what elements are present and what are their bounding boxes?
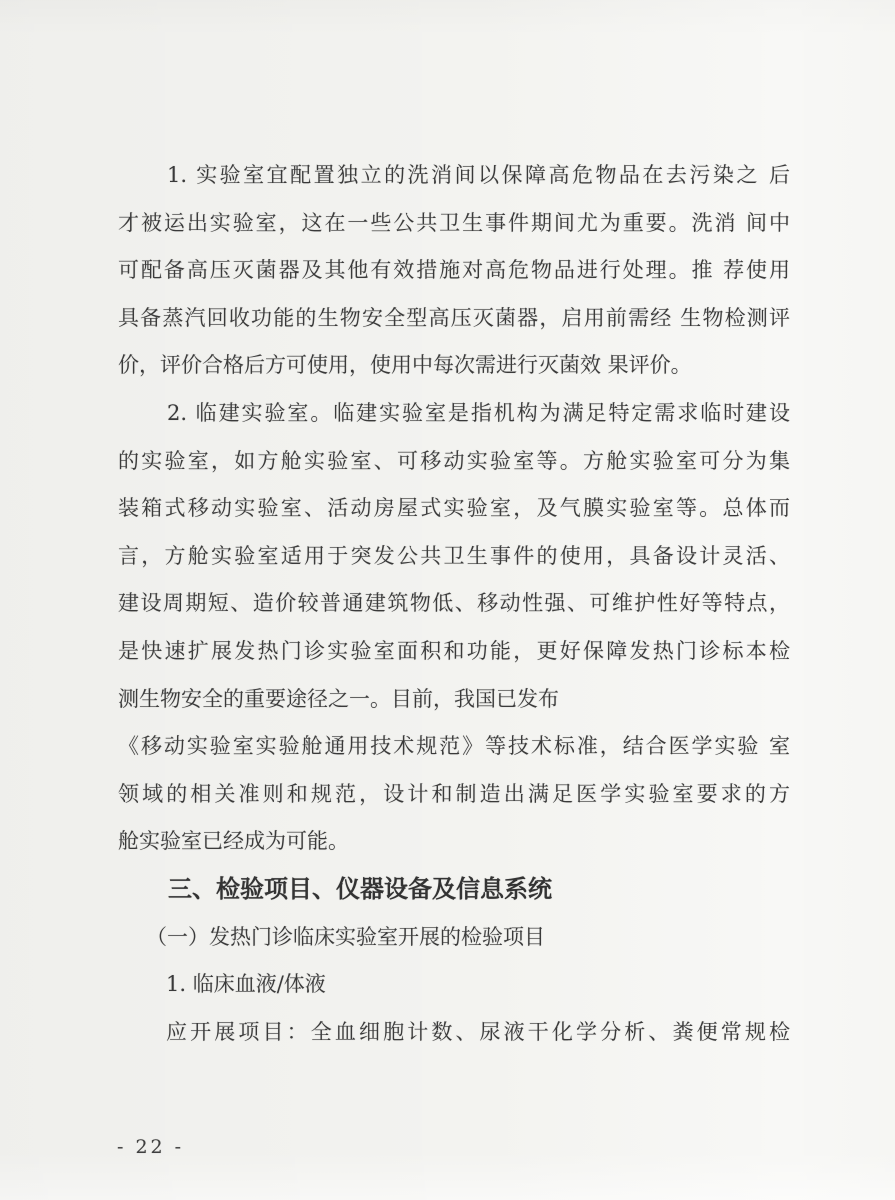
paragraph-line: 言，方舱实验室适用于突发公共卫生事件的使用，具备设计灵活、 <box>118 543 790 568</box>
paragraph-line: 可配备高压灭菌器及其他有效措施对高危物品进行处理。推 荐使用 <box>118 258 790 283</box>
paragraph-line: 价，评价合格后方可使用，使用中每次需进行灭菌效 果评价。 <box>118 353 692 378</box>
section-heading: 三、检验项目、仪器设备及信息系统 <box>168 874 552 903</box>
list-item-heading: 1. 临床血液/体液 <box>166 972 326 997</box>
paragraph-line: 才被运出实验室，这在一些公共卫生事件期间尤为重要。洗消 间中 <box>118 210 790 235</box>
paragraph-line: 装箱式移动实验室、活动房屋式实验室，及气膜实验室等。总体而 <box>118 496 790 521</box>
paragraph-line: 测生物安全的重要途径之一。目前，我国已发布 <box>118 686 559 711</box>
paragraph-line: 2. 临建实验室。临建实验室是指机构为满足特定需求临时建设 <box>167 400 790 425</box>
paragraph-line: 是快速扩展发热门诊实验室面积和功能，更好保障发热门诊标本检 <box>118 638 790 663</box>
paragraph-line: 1. 实验室宜配置独立的洗消间以保障高危物品在去污染之 后 <box>167 163 790 187</box>
paragraph-line: 舱实验室已经成为可能。 <box>118 829 349 854</box>
paragraph-line: 《移动实验室实验舱通用技术规范》等技术标准，结合医学实验 室 <box>118 734 790 759</box>
paragraph-line: 建设周期短、造价较普通建筑物低、移动性强、可维护性好等特点， <box>118 591 790 616</box>
page-number: - 22 - <box>117 1136 185 1158</box>
body-text <box>118 152 790 1056</box>
paragraph-line: 的实验室，如方舱实验室、可移动实验室等。方舱实验室可分为集 <box>118 448 790 473</box>
subsection-heading: （一）发热门诊临床实验室开展的检验项目 <box>146 924 545 949</box>
paragraph-line: 应开展项目：全血细胞计数、尿液干化学分析、粪便常规检 <box>166 1019 790 1044</box>
paragraph-line: 具备蒸汽回收功能的生物安全型高压灭菌器，启用前需经 生物检测评 <box>118 305 790 330</box>
paragraph-line: 领域的相关准则和规范，设计和制造出满足医学实验室要求的方 <box>118 781 790 806</box>
